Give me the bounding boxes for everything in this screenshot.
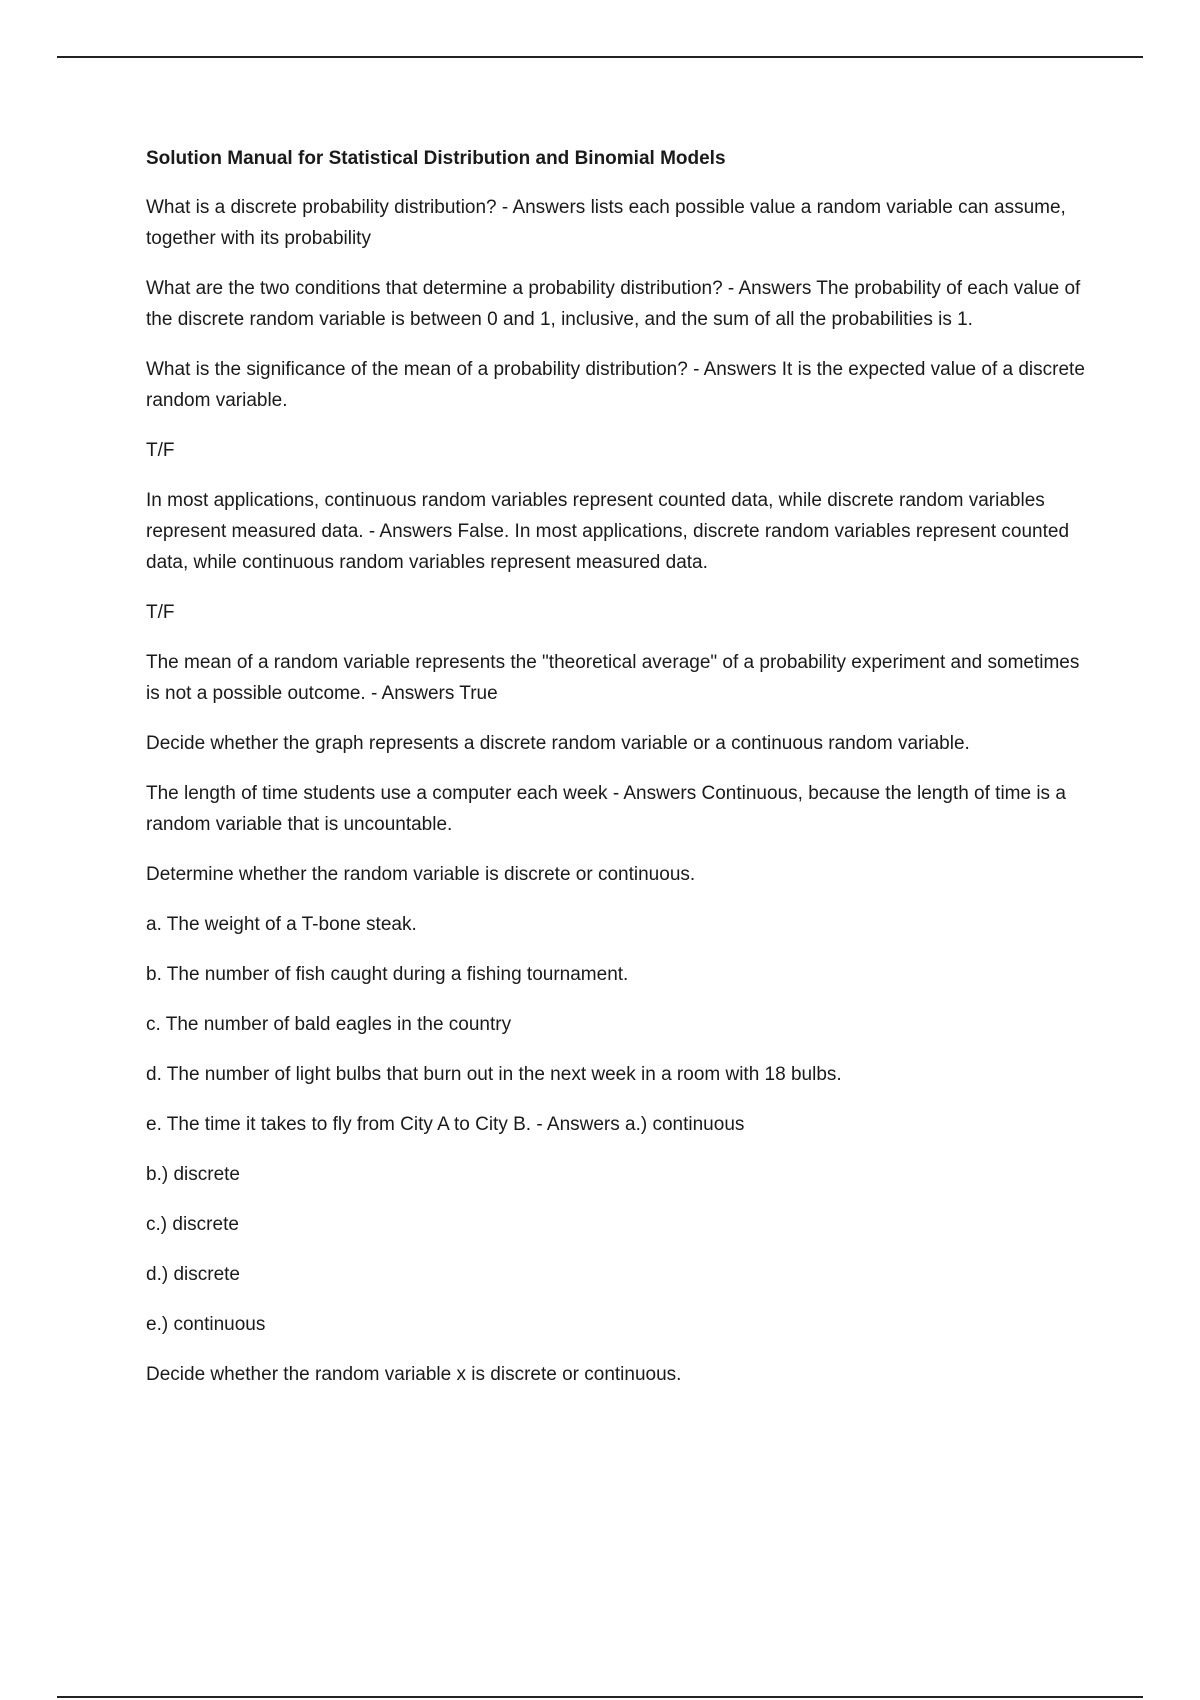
paragraph: What is the significance of the mean of a probability distribution? - Answers It is the expected value of a discrete random variable.: [146, 359, 1085, 411]
paragraph: In most applications, continuous random variables represent counted data, while discrete random variables represent measured data. - Answers False. In most applications, discrete random variables represent counted data, while continuous random variables represent measured data.: [146, 490, 1070, 573]
footer-rule: [57, 1696, 1143, 1698]
paragraph: What are the two conditions that determine a probability distribution? - Answers The probability of each value of the discrete random variable is between 0 and 1, inclusive, and the sum of all the probabilities is 1.: [146, 278, 1081, 330]
answer-item: c.) discrete: [146, 1214, 239, 1235]
paragraph: Determine whether the random variable is discrete or continuous.: [146, 864, 696, 885]
answer-item: b.) discrete: [146, 1164, 240, 1185]
paragraph: The length of time students use a computer each week - Answers Continuous, because the length of time is a random variable that is uncountable.: [146, 783, 1066, 835]
paragraph: What is a discrete probability distribution? - Answers lists each possible value a random variable can assume, together with its probability: [146, 197, 1066, 249]
paragraph: T/F: [146, 440, 175, 461]
list-item: c. The number of bald eagles in the country: [146, 1014, 512, 1035]
document-body: [146, 143, 1096, 1409]
answer-item: d.) discrete: [146, 1264, 240, 1285]
list-item: e. The time it takes to fly from City A to City B. - Answers a.) continuous: [146, 1114, 745, 1135]
document-title: Solution Manual for Statistical Distribution and Binomial Models: [146, 148, 726, 169]
list-item: d. The number of light bulbs that burn out in the next week in a room with 18 bulbs.: [146, 1064, 842, 1085]
paragraph: T/F: [146, 602, 175, 623]
header-rule: [57, 56, 1143, 58]
list-item: a. The weight of a T-bone steak.: [146, 914, 417, 935]
answer-item: e.) continuous: [146, 1314, 266, 1335]
paragraph: The mean of a random variable represents the "theoretical average" of a probability experiment and sometimes is not a possible outcome. - Answers True: [146, 652, 1080, 704]
list-item: b. The number of fish caught during a fishing tournament.: [146, 964, 629, 985]
paragraph: Decide whether the graph represents a discrete random variable or a continuous random variable.: [146, 733, 970, 754]
paragraph: Decide whether the random variable x is discrete or continuous.: [146, 1364, 682, 1385]
